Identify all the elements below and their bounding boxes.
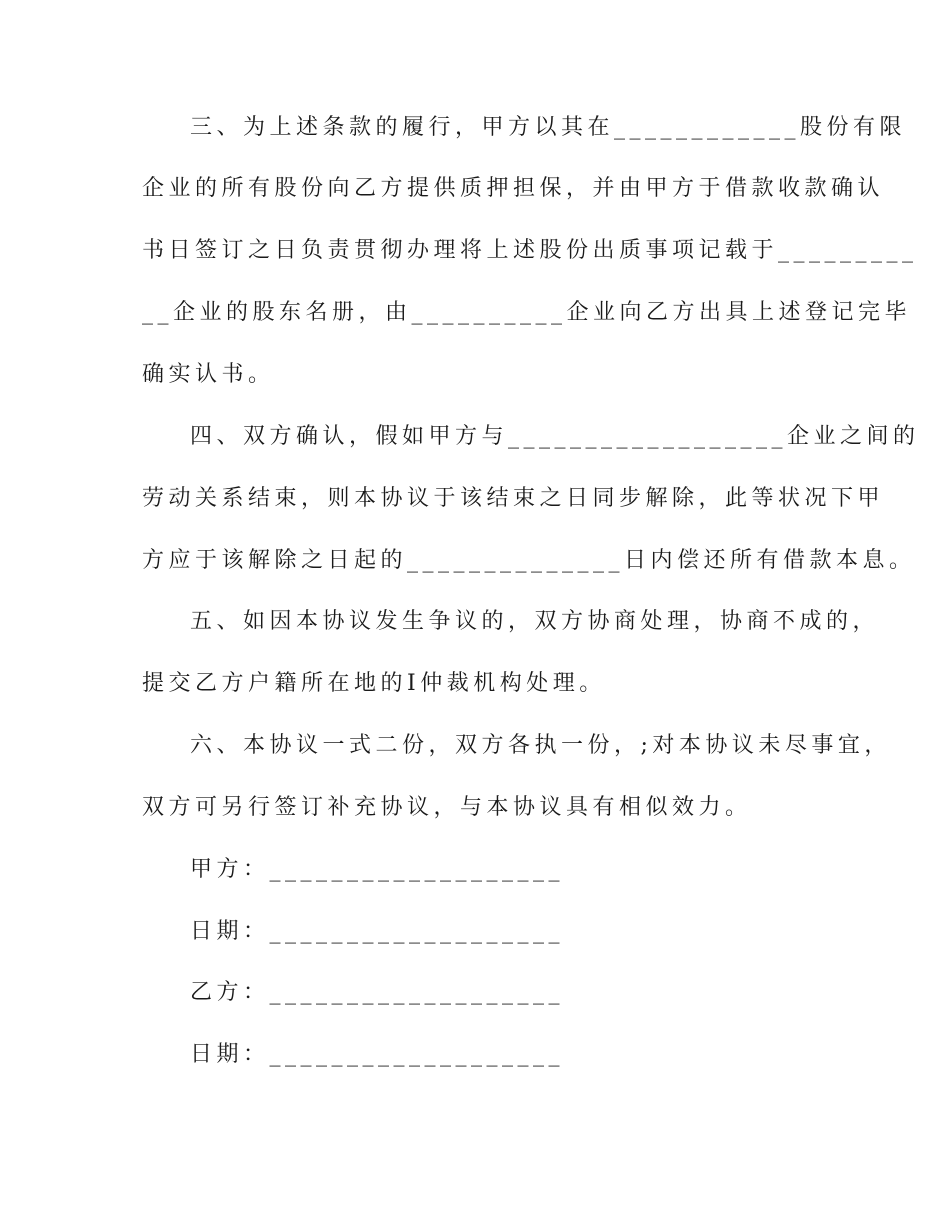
clause-3-line-5: 确实认书。 bbox=[142, 362, 275, 387]
clause-3-line-2: 企业的所有股份向乙方提供质押担保，并由甲方于借款收款确认 bbox=[142, 176, 885, 201]
clause-6-line-1: 六、本协议一式二份，双方各执一份，;对本协议未尽事宜， bbox=[190, 733, 891, 758]
party-b-date: 日期：___________________ bbox=[190, 1042, 565, 1067]
clause-4-line-1: 四、双方确认，假如甲方与__________________企业之间的 bbox=[190, 424, 920, 449]
clause-5-line-1: 五、如因本协议发生争议的，双方协商处理，协商不成的， bbox=[190, 609, 880, 634]
clause-4-line-2: 劳动关系结束，则本协议于该结束之日同步解除，此等状况下甲 bbox=[142, 486, 885, 511]
clause-5-line-2: 提交乙方户籍所在地的I仲裁机构处理。 bbox=[142, 671, 606, 696]
party-a-date: 日期：___________________ bbox=[190, 919, 565, 944]
clause-3-line-1: 三、为上述条款的履行，甲方以其在____________股份有限 bbox=[190, 115, 907, 140]
clause-3-line-3: 书日签订之日负责贯彻办理将上述股份出质事项记载于_________ bbox=[142, 238, 918, 263]
clause-6-line-2: 双方可另行签订补充协议，与本协议具有相似效力。 bbox=[142, 795, 752, 820]
party-b-signature: 乙方：___________________ bbox=[190, 980, 565, 1005]
clause-3-line-4: __企业的股东名册，由__________企业向乙方出具上述登记完毕 bbox=[142, 300, 912, 325]
party-a-signature: 甲方：___________________ bbox=[190, 857, 565, 882]
clause-4-line-3: 方应于该解除之日起的______________日内偿还所有借款本息。 bbox=[142, 548, 916, 573]
